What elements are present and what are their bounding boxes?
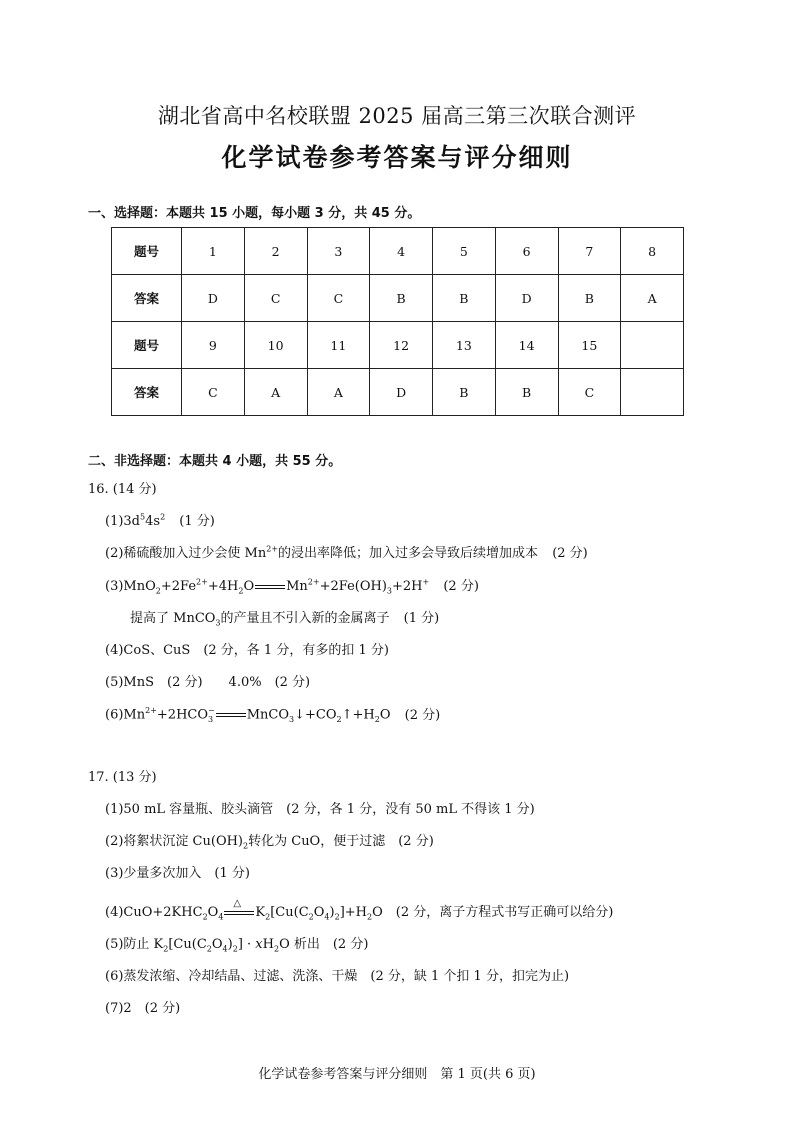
- table-cell: D: [182, 275, 245, 322]
- q16-answer-6: $(6)Mn^{2+}+2HCO$ − 3 $MnCO_3↓+CO_2↑+H_2O$ (2 分): [105, 706, 441, 725]
- page-footer: 化学试卷参考答案与评分细则 第 1 页(共 6 页): [258, 1067, 536, 1082]
- table-cell: 6: [495, 228, 558, 275]
- table-cell: 4: [370, 228, 433, 275]
- table-cell: 3: [307, 228, 370, 275]
- table-cell: 8: [621, 228, 684, 275]
- table-cell: D: [495, 275, 558, 322]
- q17-answer-3: (3)少量多次加入 (1 分): [105, 866, 250, 881]
- q16-answer-4: (4)CoS、CuS (2 分，各 1 分，有多的扣 1 分): [105, 643, 389, 658]
- table-cell: B: [433, 275, 496, 322]
- table-row-answers-2: [112, 369, 684, 416]
- table-cell: [621, 322, 684, 369]
- table-cell: B: [370, 275, 433, 322]
- table-cell: 14: [495, 322, 558, 369]
- table-cell: C: [307, 275, 370, 322]
- table-cell: 7: [558, 228, 621, 275]
- q16-answer-5: (5)MnS (2 分) 4.0% (2 分): [105, 675, 311, 690]
- q17-answer-5: (5)防止 $K_2[Cu(C_2O_4)_2] \cdot xH_2O$ 析出 (2 分): [105, 937, 369, 954]
- row-label: 题号: [112, 322, 182, 369]
- table-cell: D: [370, 369, 433, 416]
- table-cell: C: [182, 369, 245, 416]
- equals-arrow-icon: [216, 713, 246, 717]
- q16-answer-3: $(3)MnO_2+2Fe^{2+}+4H_2O$ $Mn^{2+}+2Fe(OH)_3+2H^+$ (2 分): [105, 577, 479, 596]
- q16-title: 16. (14 分): [88, 482, 157, 497]
- q17-answer-1: (1)50 mL 容量瓶、胶头滴管 (2 分，各 1 分，没有 50 mL 不得该 1 分): [105, 802, 535, 817]
- q16-answer-1: $(1)3d^54s^2$ (1 分): [105, 512, 215, 529]
- table-cell: 1: [182, 228, 245, 275]
- table-cell: C: [558, 369, 621, 416]
- table-cell: C: [244, 275, 307, 322]
- document-title: 化学试卷参考答案与评分细则: [221, 143, 573, 172]
- section-2-heading: 二、非选择题：本题共 4 小题，共 55 分。: [88, 454, 342, 469]
- q17-answer-7: (7)2 (2 分): [105, 1001, 181, 1016]
- table-cell: 11: [307, 322, 370, 369]
- row-label: 题号: [112, 228, 182, 275]
- table-cell: 12: [370, 322, 433, 369]
- row-label: 答案: [112, 275, 182, 322]
- answer-table: [111, 227, 684, 416]
- table-cell: B: [495, 369, 558, 416]
- section-1-heading: 一、选择题：本题共 15 小题，每小题 3 分，共 45 分。: [88, 206, 421, 221]
- q17-answer-2: (2)将絮状沉淀 $Cu(OH)_2$转化为 CuO，便于过滤 (2 分): [105, 834, 434, 851]
- q17-answer-6: (6)蒸发浓缩、冷却结晶、过滤、洗涤、干燥 (2 分，缺 1 个扣 1 分，扣完为止): [105, 969, 570, 984]
- table-row-numbers-1: [112, 228, 684, 275]
- table-cell: B: [558, 275, 621, 322]
- q16-answer-2: (2)稀硫酸加入过少会使 $Mn^{2+}$的浸出率降低；加入过多会导致后续增加成本 (2 分): [105, 544, 588, 561]
- table-row-answers-1: [112, 275, 684, 322]
- table-cell: 2: [244, 228, 307, 275]
- q16-answer-3b: 提高了 MnCO$_3$的产量且不引入新的金属离子 (1 分): [130, 611, 440, 628]
- exam-title: 湖北省高中名校联盟 2025 届高三第三次联合测评: [157, 104, 637, 128]
- table-cell: 10: [244, 322, 307, 369]
- table-cell: B: [433, 369, 496, 416]
- q17-answer-4: $(4)CuO+2KHC_2O_4$ △ $K_2[Cu(C_2O_4)_2]+H_2O$ (2 分，离子方程式书写正确可以给分): [105, 897, 614, 922]
- heat-equals-icon: △: [224, 911, 254, 915]
- row-label: 答案: [112, 369, 182, 416]
- table-row-numbers-2: [112, 322, 684, 369]
- table-cell: A: [244, 369, 307, 416]
- table-cell: [621, 369, 684, 416]
- table-cell: A: [307, 369, 370, 416]
- equals-arrow-icon: [255, 585, 285, 589]
- table-cell: 9: [182, 322, 245, 369]
- table-cell: 5: [433, 228, 496, 275]
- table-cell: 13: [433, 322, 496, 369]
- table-cell: A: [621, 275, 684, 322]
- q17-title: 17. (13 分): [88, 770, 157, 785]
- table-cell: 15: [558, 322, 621, 369]
